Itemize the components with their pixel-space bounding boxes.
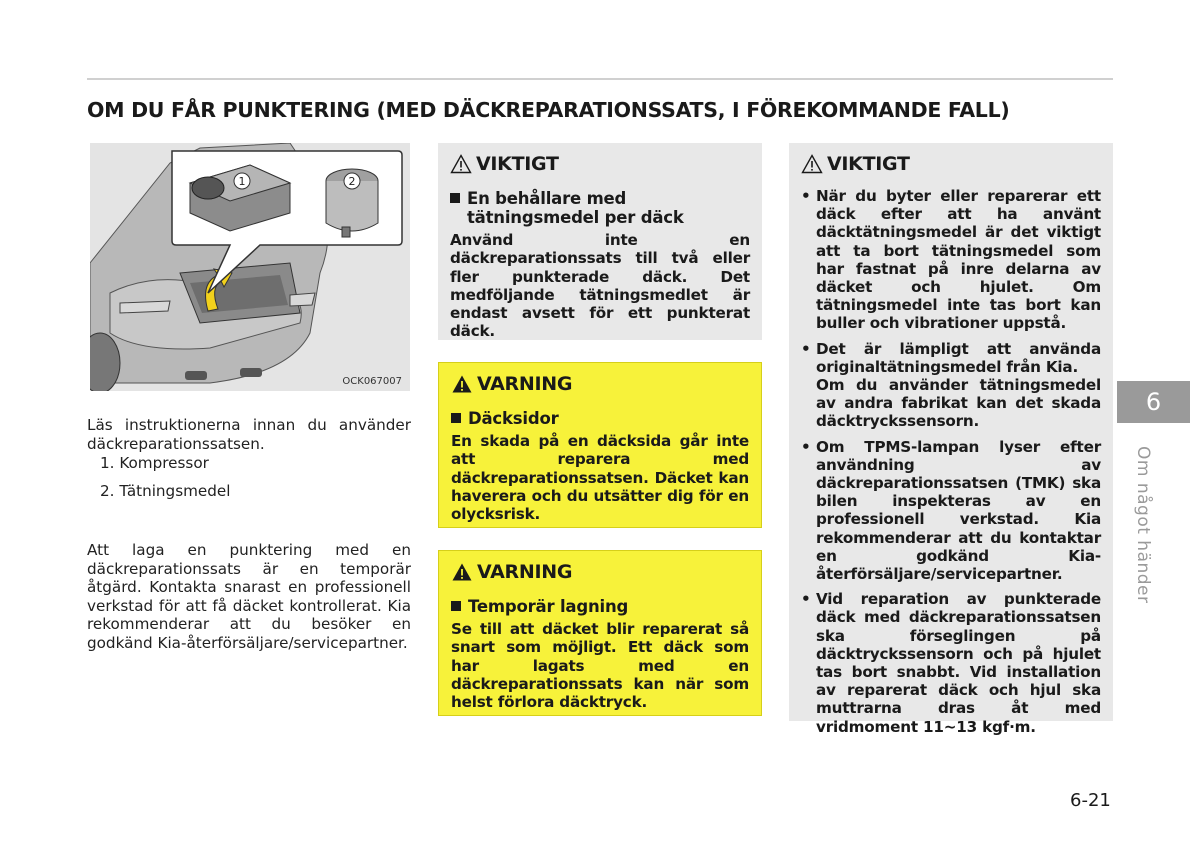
callout-1: 1 (238, 175, 246, 188)
notice-box-sealant (438, 143, 762, 340)
notice-box-tpms (789, 143, 1113, 736)
bullet-text: Det är lämpligt att använda originaltätningsmedel från Kia. (816, 339, 1101, 376)
warning-heading-label: VARNING (477, 561, 573, 583)
bullet-continuation (801, 376, 1101, 431)
warning-subheading (451, 597, 749, 616)
bullet-item: • Om TPMS-lampan lyser efter användning av däckreparationssatsen (TMK) ska bilen inspekteras av en professionell verkstad. Kia rekommenderar att du kontaktar en godkänd Kia-återförsäljare/servicepartner. (801, 438, 1101, 584)
notice-subheading (450, 189, 750, 227)
list-item-compressor: 1. Kompressor (100, 454, 209, 472)
top-rule (87, 78, 1113, 80)
chapter-tab: 6 (1117, 381, 1190, 423)
square-bullet-icon (451, 601, 461, 611)
warning-heading-label: VARNING (477, 373, 573, 395)
square-bullet-icon (451, 413, 461, 423)
page-title: OM DU FÅR PUNKTERING (MED DÄCKREPARATIONSSATS, I FÖREKOMMANDE FALL) (87, 98, 1010, 122)
notice-heading (450, 153, 750, 175)
notice-subheading-label: En behållare med tätningsmedel per däck (467, 189, 684, 227)
warning-heading (451, 561, 749, 583)
warning-subheading (451, 409, 749, 428)
intro-text: Läs instruktionerna innan du använder däckreparationssatsen. (87, 416, 411, 453)
repair-paragraph: Att laga en punktering med en däckreparationssats är en temporär åtgärd. Kontakta snarast en professionell verkstad för att få däcket kontrollerat. Kia rekommenderar att du besöker en godkänd Kia-återförsäljare/servicepartner. (87, 541, 411, 652)
bullet-item: • När du byter eller reparerar ett däck efter att ha använt däcktätningsmedel är det viktigt att ta bort tätningsmedel som har fastnat på inre delarna av däcket och hjulet. Om tätningsmedel inte tas bort kan buller och vibrationer uppstå. (801, 187, 1101, 333)
notice-heading-label: VIKTIGT (827, 153, 910, 175)
caution-triangle-icon (450, 154, 472, 174)
figure-code: OCK067007 (342, 376, 402, 387)
trunk-illustration (90, 143, 410, 391)
chapter-title: Om något händer (1133, 446, 1153, 604)
notice-body: Använd inte en däckreparationssats till två eller fler punkterade däck. Det medföljande tätningsmedlet är endast avsett för ett punkterat däck. (450, 231, 750, 341)
warning-box-sidewalls (438, 362, 762, 528)
warning-subheading-label: Temporär lagning (468, 597, 629, 616)
warning-subheading-label: Däcksidor (468, 409, 559, 428)
car-trunk-drawing (90, 143, 410, 391)
callout-2: 2 (348, 175, 356, 188)
bullet-item (801, 340, 1101, 376)
warning-body: Se till att däcket blir reparerat så snart som möjligt. Ett däck som har lagats med en däckreparationssats kan när som helst förlora däcktryck. (451, 620, 749, 712)
warning-box-temporary (438, 550, 762, 716)
notice-heading-label: VIKTIGT (476, 153, 559, 175)
warning-body: En skada på en däcksida går inte att reparera med däckreparationssatsen. Däcket kan haverera och du utsätter dig för en olycksrisk. (451, 432, 749, 524)
bullet-item: • Vid reparation av punkterade däck med däckreparationssatsen ska förseglingen på däcktryckssensorn och på hjulet tas bort snabbt. Vid installation av reparerat däck och hjul ska muttrarna dras åt med vridmoment 11~13 kgf·m. (801, 590, 1101, 736)
page-number: 6-21 (1070, 790, 1111, 811)
list-item-sealant: 2. Tätningsmedel (100, 482, 231, 500)
warning-heading (451, 373, 749, 395)
bullet-text: Om du använder tätningsmedel av andra fabrikat kan det skada däcktryckssensorn. (816, 376, 1101, 431)
notice-bullet-list (801, 187, 1101, 736)
caution-triangle-icon (801, 154, 823, 174)
notice-heading (801, 153, 1101, 175)
warning-triangle-icon (451, 374, 473, 394)
square-bullet-icon (450, 193, 460, 203)
warning-triangle-icon (451, 562, 473, 582)
